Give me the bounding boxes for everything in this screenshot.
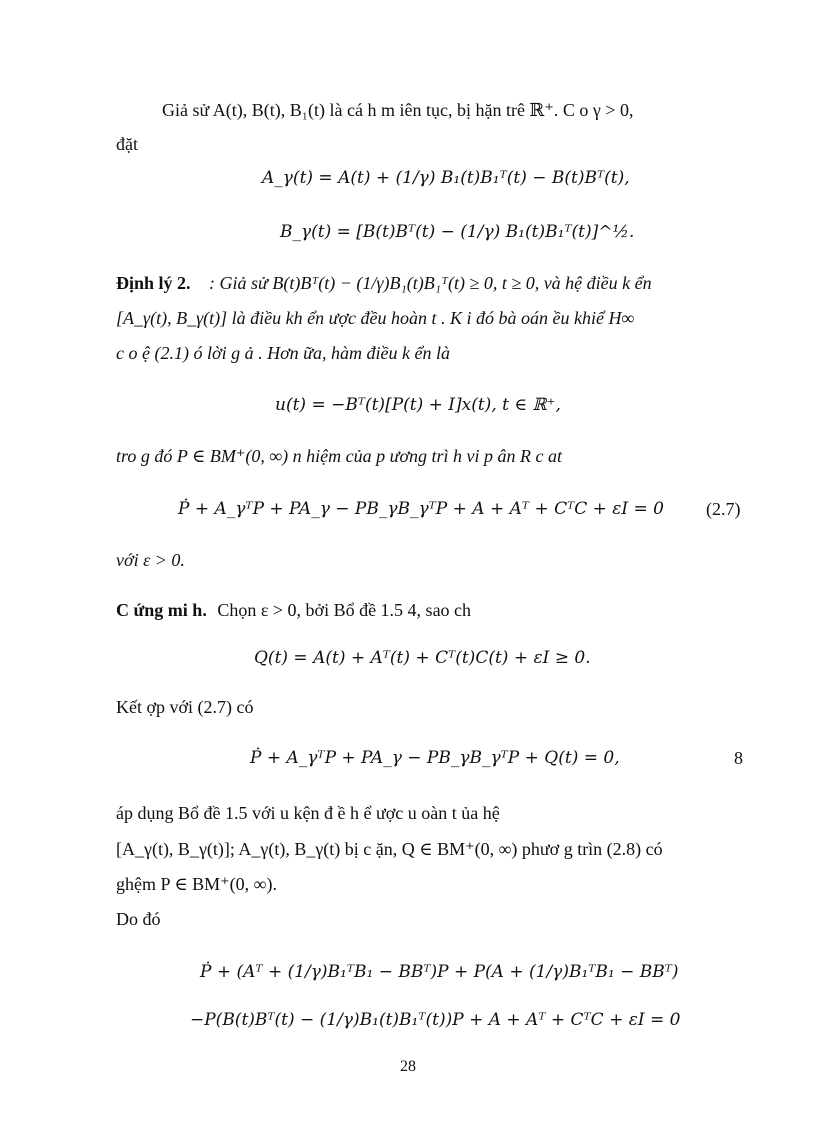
proof-line: ghệm P ∈ BM⁺(0, ∞). (116, 874, 277, 894)
proof-title: C ứng mi h. (116, 600, 207, 620)
equation-with-q: Ṗ + A_γᵀP + PA_γ − PB_γB_γᵀP + Q(t) = 0, (250, 748, 620, 768)
equation-number: (2.7) (706, 499, 741, 519)
proof-line: [A_γ(t), B_γ(t)]; A_γ(t), B_γ(t) bị c ặn, Q ∈ BM⁺(0, ∞) phươ g trìn (2.8) có (116, 839, 663, 859)
proof-line: Kết ợp với (2.7) có (116, 697, 254, 717)
equation-final-line-1: Ṗ + (Aᵀ + (1/γ)B₁ᵀB₁ − BBᵀ)P + P(A + (1/γ)B₁ᵀB₁ − BBᵀ) (200, 962, 679, 982)
equation-a-gamma: A_γ(t) = A(t) + (1/γ) B₁(t)B₁ᵀ(t) − B(t)Bᵀ(t), (262, 168, 630, 188)
theorem-line: c o ệ (2.1) ó lời g ả . Hơn ữa, hàm điều k ển là (116, 343, 450, 363)
equation-control: u(t) = −Bᵀ(t)[P(t) + I]x(t), t ∈ ℝ⁺, (275, 395, 561, 415)
equation-final-line-2: −P(B(t)Bᵀ(t) − (1/γ)B₁(t)B₁ᵀ(t))P + A + Aᵀ + CᵀC + εI = 0 (190, 1010, 681, 1030)
proof-text: Chọn ε > 0, bởi Bổ đề 1.5 4, sao ch (217, 600, 472, 620)
theorem-title: Định lý 2. (116, 273, 191, 293)
proof-heading (116, 600, 471, 621)
theorem-line: [A_γ(t), B_γ(t)] là điều kh ển ược đều hoàn t . K i đó bà oán ều khiể H∞ (116, 308, 635, 328)
theorem-text: : Giả sử B(t)Bᵀ(t) − (1/γ)B₁(t)B₁ᵀ(t) ≥ 0, t ≥ 0, và hệ điều k ển (209, 273, 652, 293)
equation-b-gamma: B_γ(t) = [B(t)Bᵀ(t) − (1/γ) B₁(t)B₁ᵀ(t)]^½. (280, 222, 635, 242)
theorem-line: tro g đó P ∈ BM⁺(0, ∞) n hiệm của p ương trì h vi p ân R c at (116, 446, 563, 466)
paragraph-line: Giả sử A(t), B(t), B₁(t) là cá h m iên tục, bị hặn trê ℝ⁺. C o γ > 0, (162, 100, 634, 120)
proof-line: Do đó (116, 909, 161, 929)
equation-q: Q(t) = A(t) + Aᵀ(t) + Cᵀ(t)C(t) + εI ≥ 0. (254, 648, 591, 668)
theorem-heading (116, 273, 652, 294)
paragraph-line: đặt (116, 134, 138, 154)
page-number: 28 (400, 1058, 416, 1075)
proof-line: áp dụng Bổ đề 1.5 với u kện đ ề h ể ược u oàn t ủa hệ (116, 803, 500, 823)
theorem-line: với ε > 0. (116, 550, 185, 570)
equation-riccati: Ṗ + A_γᵀP + PA_γ − PB_γB_γᵀP + A + Aᵀ + CᵀC + εI = 0 (178, 499, 665, 519)
equation-number: 8 (734, 748, 743, 768)
